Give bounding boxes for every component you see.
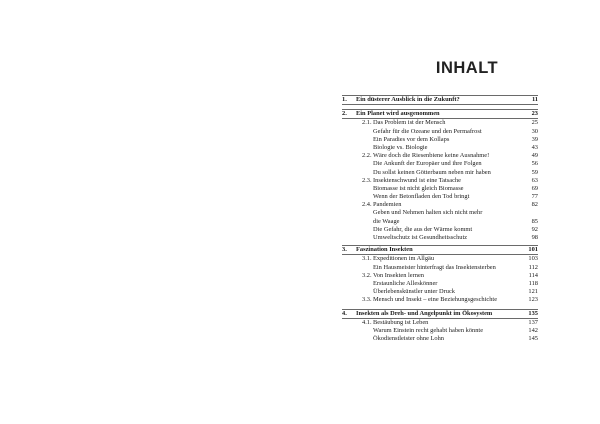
page-number: 63: [531, 176, 538, 184]
page-number: 23: [531, 110, 538, 118]
section-title: Insektenschwund ist eine Tatsache: [373, 176, 461, 184]
subsection-title: Geben und Nehmen halten sich nicht mehr: [373, 209, 483, 217]
page-number: 142: [528, 326, 538, 334]
subsection-title: Du sollst keinen Götterbaum neben mir haben: [373, 168, 491, 176]
section-title: Bestäubung ist Leben: [373, 318, 429, 326]
subsection-title: Gefahr für die Ozeane und den Permafrost: [373, 127, 482, 135]
toc-subsection: [342, 327, 538, 335]
section-number: 2.2.: [362, 152, 372, 160]
toc-subsection: [342, 144, 538, 152]
toc-section: [342, 255, 538, 263]
chapter-title: Ein Planet wird ausgenommen: [356, 110, 440, 118]
section-number: 3.2.: [362, 271, 372, 279]
toc-chapter-4: [342, 310, 538, 318]
toc-section: [342, 296, 538, 304]
section-number: 2.1.: [362, 119, 372, 127]
chapter-number: 2.: [342, 110, 347, 118]
section-number: 2.3.: [362, 176, 372, 184]
page-number: 49: [531, 152, 538, 160]
subsection-title: Die Gefahr, die aus der Wärme kommt: [373, 225, 473, 233]
toc-chapter-3: [342, 246, 538, 254]
page-number: 82: [531, 201, 538, 209]
toc-chapter-2: [342, 110, 538, 118]
section-number: 4.1.: [362, 318, 372, 326]
toc-subsection: [342, 218, 538, 226]
toc-chapter-1: [342, 96, 538, 104]
page-number: 121: [528, 288, 538, 296]
subsection-title: Ein Hausmeister hinterfragt das Insektensterben: [373, 263, 496, 271]
toc-subsection: [342, 209, 538, 217]
chapter-title: Ein düsterer Ausblick in die Zukunft?: [356, 96, 460, 103]
toc-subsection: [342, 169, 538, 177]
subsection-title: Überlebenskünstler unter Druck: [373, 288, 455, 296]
page-number: 98: [531, 234, 538, 241]
subsection-title: Die Ankunft der Europäer und ihre Folgen: [373, 160, 482, 168]
toc-subsection: [342, 193, 538, 201]
toc-subsection: [342, 288, 538, 296]
page-title: INHALT: [435, 59, 499, 77]
toc-section: [342, 177, 538, 185]
toc-subsection: [342, 185, 538, 193]
page-number: 101: [528, 246, 538, 254]
page-number: 137: [528, 318, 538, 326]
toc-section: [342, 272, 538, 280]
chapter-number: 3.: [342, 246, 347, 254]
subsection-title: Erstaunliche Alleskönner: [373, 279, 438, 287]
page-number: 135: [528, 309, 538, 317]
page-number: 59: [531, 168, 538, 176]
toc-subsection: [342, 128, 538, 136]
toc-subsection: [342, 280, 538, 288]
page-number: 114: [528, 271, 538, 279]
section-title: Pandemien: [373, 201, 402, 209]
chapter-title: Insekten als Dreh- und Angelpunkt im Ökosystem: [356, 309, 493, 317]
subsection-title: Umweltschutz ist Gesundheitsschutz: [373, 234, 468, 241]
subsection-title: Wenn der Betonfladen den Tod bringt: [373, 193, 470, 201]
page-number: 123: [528, 296, 538, 304]
section-title: Wäre doch die Riesenbiene keine Ausnahme!: [373, 152, 490, 160]
page-number: 11: [531, 96, 538, 103]
page-number: 112: [528, 263, 538, 271]
toc-section: [342, 201, 538, 209]
section-number: 3.1.: [362, 255, 372, 263]
toc-section: [342, 152, 538, 160]
subsection-title: Biologie vs. Biologie: [373, 143, 428, 151]
table-of-contents: [342, 95, 538, 343]
toc-subsection: [342, 160, 538, 168]
subsection-title: Ökodienstleister ohne Lohn: [373, 335, 444, 343]
toc-subsection: [342, 136, 538, 144]
page-number: 69: [531, 184, 538, 192]
page-number: 145: [528, 335, 538, 343]
subsection-title: Warum Einstein recht gehabt haben könnte: [373, 326, 484, 334]
page-number: 92: [531, 225, 538, 233]
page-number: 118: [528, 279, 538, 287]
page-number: 43: [531, 143, 538, 151]
page-number: 103: [528, 255, 538, 263]
page-number: 30: [531, 127, 538, 135]
chapter-title: Faszination Insekten: [356, 246, 413, 254]
toc-section: [342, 119, 538, 127]
section-number: 2.4.: [362, 201, 372, 209]
page-number: 56: [531, 160, 538, 168]
chapter-number: 4.: [342, 309, 347, 317]
page-number: 39: [531, 135, 538, 143]
subsection-title: Biomasse ist nicht gleich Biomasse: [373, 184, 464, 192]
section-title: Das Problem ist der Mensch: [373, 119, 446, 127]
page-number: 77: [531, 193, 538, 201]
section-title: Expeditionen im Allgäu: [373, 255, 435, 263]
section-title: Von Insekten lernen: [373, 271, 424, 279]
section-number: 3.3.: [362, 296, 372, 304]
chapter-number: 1.: [342, 96, 347, 103]
subsection-title: Ein Paradies vor dem Kollaps: [373, 135, 450, 143]
toc-subsection: [342, 335, 538, 343]
section-title: Mensch und Insekt – eine Beziehungsgeschichte: [373, 296, 498, 304]
toc-section: [342, 319, 538, 327]
toc-subsection: [342, 234, 538, 242]
page-number: 85: [531, 217, 538, 225]
subsection-title: die Waage: [373, 217, 400, 225]
page-number: 25: [531, 119, 538, 127]
toc-subsection: [342, 226, 538, 234]
toc-subsection: [342, 264, 538, 272]
